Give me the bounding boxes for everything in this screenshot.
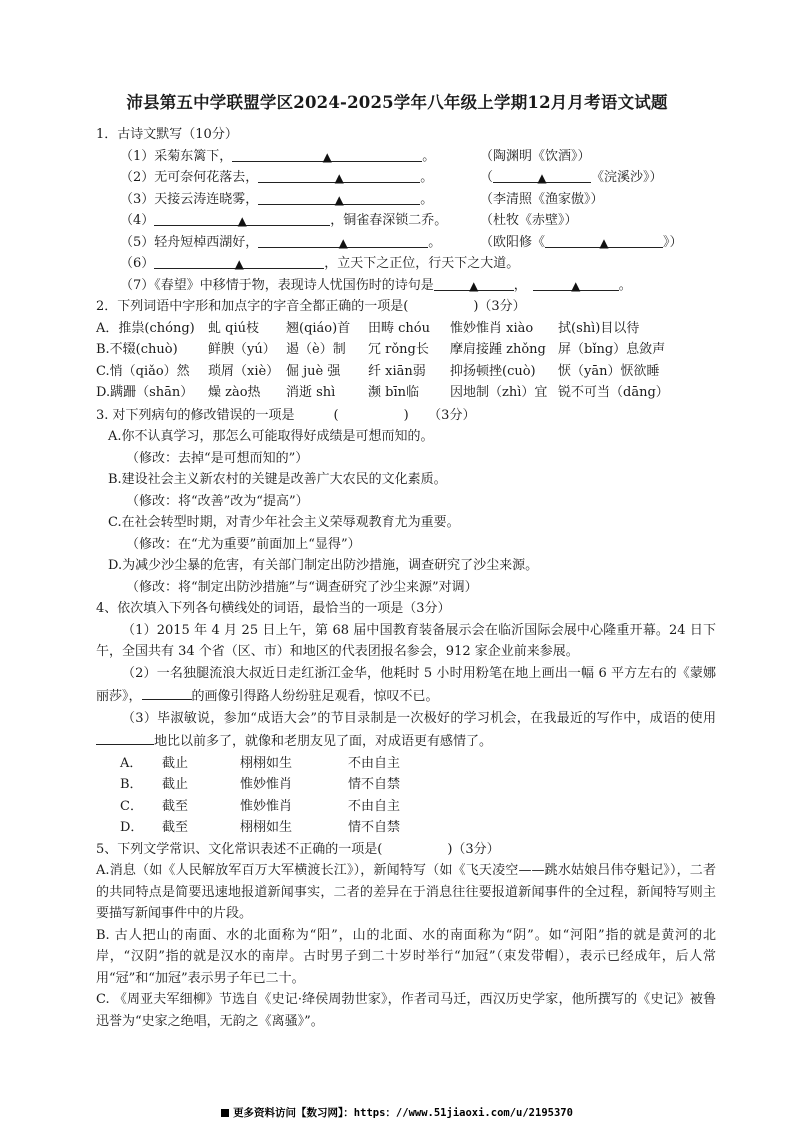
q3-option-d: D.为减少沙尘暴的危害，有关部门制定出防沙措施，调查研究了沙尘来源。 — [108, 558, 539, 573]
fill-blank[interactable] — [142, 684, 192, 700]
source-close: 》） — [663, 234, 683, 250]
exam-content — [96, 124, 716, 1032]
q4-option — [120, 796, 716, 818]
author-blank[interactable] — [493, 167, 591, 183]
q3-option-c: C.在社会转型时期，对青少年社会主义荣辱观教育尤为重要。 — [108, 515, 460, 530]
q5-heading: 5、下列文学常识、文化常识表述不正确的一项是( )（3分） — [96, 841, 500, 857]
q1-item-7 — [96, 275, 716, 297]
q5-option-b: B. 古人把山的南面、水的北面称为“阳”，山的北面、水的南面称为“阴”。如“河阳”指的就是黄河的北岸，“汉阴”指的就是汉水的南岸。古时男子到二十岁时举行“加冠”（束发带帽），表示已经成年，后人常用“冠”和“加冠”表示男子年已二十。 — [96, 927, 716, 986]
q2-word: D.蹒跚（shān） — [96, 385, 194, 400]
fill-blank[interactable] — [96, 729, 154, 745]
q2-word: 抑扬顿挫(cuò) — [450, 363, 536, 379]
q4-option-w1: 截至 — [162, 820, 189, 835]
q4-option-w3: 情不自禁 — [348, 820, 401, 835]
q4-option-w1: 截止 — [162, 777, 189, 792]
q1-item-2-text: （2）无可奈何花落去， — [120, 170, 259, 185]
q3-option-b: B.建设社会主义新农村的关键是改善广大农民的文化素质。 — [108, 472, 447, 487]
triangle-marker: ▲ — [334, 171, 344, 185]
q2-word: 因地制（zhì）宜 — [450, 385, 548, 400]
source-open: （ — [480, 170, 494, 185]
q2-word: 锐不可当（dāng） — [558, 385, 669, 400]
q4-s3-text: （3）毕淑敏说，参加“成语大会”的节目录制是一次极好的学习机会，在我最近的写作中，成语的使用 — [122, 710, 716, 726]
q4-option-w1: 截至 — [162, 798, 189, 814]
flag-icon — [221, 1109, 229, 1117]
q4-option-label: D． — [120, 820, 144, 835]
q2-word: 燥 zào热 — [208, 385, 261, 400]
triangle-marker: ▲ — [322, 149, 332, 164]
q2-word: 遏（è）制 — [286, 342, 346, 357]
q1-item-6 — [96, 253, 716, 275]
source-close: 《浣溪沙》） — [591, 170, 663, 185]
q4-options — [96, 753, 716, 839]
source-open: （欧阳修《 — [480, 234, 546, 250]
footer-link[interactable] — [0, 1103, 794, 1125]
q1-item-1-end: 。 — [422, 148, 436, 164]
q3-option-a: A.你不认真学习，那怎么可能取得好成绩是可想而知的。 — [108, 429, 434, 444]
q4-option-w3: 不由自主 — [348, 798, 401, 814]
q1-item-2-source — [480, 167, 680, 189]
title-blank[interactable] — [545, 232, 663, 248]
q4-option-w2: 惟妙惟肖 — [240, 777, 293, 792]
q4-option-w2: 惟妙惟肖 — [240, 798, 293, 814]
q2-word: 摩肩接踵 zhǒng — [450, 342, 546, 357]
q4-heading: 4、依次填入下列各句横线处的词语，最恰当的一项是（3分） — [96, 601, 451, 616]
q5-option-a: A.消息（如《人民解放军百万大军横渡长江》），新闻特写（如《飞天凌空——跳水姑娘吕伟夺魁记》），二者的共同特点是简要迅速地报道新闻事实，二者的差异在于消息往往要报道新闻事件的全过程，新闻特写则主要描写新闻事件中的片段。 — [96, 863, 716, 921]
q1-item-3-source: （李清照《渔家傲》） — [480, 191, 604, 207]
q1-item-1 — [96, 146, 716, 168]
q2-word: 消逝 shì — [286, 385, 336, 400]
q4-option-w3: 不由自主 — [348, 755, 401, 771]
q1-item-6-end: ，立天下之正位，行天下之大道。 — [324, 256, 520, 271]
triangle-marker: ▲ — [237, 214, 247, 228]
q1-item-1-source: （陶渊明《饮酒》） — [480, 148, 591, 164]
q1-item-4 — [96, 210, 716, 232]
triangle-marker: ▲ — [469, 278, 479, 293]
q1-item-5 — [96, 232, 716, 254]
q4-option-w2: 栩栩如生 — [240, 820, 293, 835]
q2-word: 倔 juè 强 — [286, 363, 341, 379]
q4-option — [120, 753, 716, 775]
triangle-marker: ▲ — [537, 171, 547, 185]
page-title: 沛县第五中学联盟学区2024-2025学年八年级上学期12月月考语文试题 — [126, 93, 668, 112]
q5-option-c: C. 《周亚夫军细柳》节选自《史记·绛侯周勃世家》，作者司马迁，西汉历史学家，他所撰写的《史记》被鲁迅誉为“史家之绝唱，无韵之《离骚》”。 — [96, 992, 716, 1029]
q4-option-w1: 截止 — [162, 755, 189, 771]
answer-blank[interactable] — [533, 275, 619, 291]
q1-item-6-text: （6） — [120, 256, 155, 271]
q2-word: 翘(qiáo)首 — [286, 320, 351, 336]
q4-s3-end: 地比以前多了，就像和老朋友见了面，对成语更有感情了。 — [154, 734, 493, 749]
q2-word: 惟妙惟肖 xiào — [450, 320, 534, 336]
answer-blank[interactable] — [154, 210, 330, 226]
q1-item-7-text: （7）《春望》中移情于物，表现诗人忧国伤时的诗句是 — [120, 277, 434, 293]
q1-item-7-sep: ， — [513, 277, 527, 293]
q2-word: 拭(shì)目以待 — [558, 320, 640, 336]
triangle-marker: ▲ — [338, 235, 348, 250]
q1-item-5-end: 。 — [428, 234, 442, 250]
q4-option-w2: 栩栩如生 — [240, 755, 293, 771]
q1-item-5-source — [480, 232, 683, 254]
q1-item-2-end: 。 — [420, 170, 434, 185]
triangle-marker: ▲ — [334, 192, 344, 207]
q4-option — [120, 774, 716, 796]
q2-word: 田畴 chóu — [368, 320, 430, 336]
q4-option-label: A． — [120, 755, 143, 771]
q4-sentence-3 — [96, 708, 716, 753]
q1-item-4-source: （杜牧《赤壁》） — [480, 213, 578, 228]
q2-word: 鲜腴（yú） — [208, 342, 276, 357]
triangle-marker: ▲ — [234, 257, 244, 271]
q2-option-row — [96, 318, 716, 340]
q1-item-3-text: （3）天接云涛连晓雾， — [120, 191, 259, 207]
answer-blank[interactable] — [154, 253, 324, 269]
q2-word: 琐屑（xiè） — [208, 363, 280, 379]
triangle-marker: ▲ — [599, 235, 609, 250]
q4-s2-text: （2）一名独腿流浪大叔近日走红浙江金华，他耗时 5 小时用粉笔在地上画出一幅 6 平方左右的《蒙娜丽莎》， — [96, 665, 716, 704]
q2-word: 屏（bǐng）息敛声 — [558, 342, 666, 357]
q2-word: 虬 qiú枝 — [208, 320, 259, 336]
q3-heading: 3. 对下列病句的修改错误的一项是 ( ) （3分） — [96, 407, 476, 423]
q1-item-3-end: 。 — [420, 191, 434, 207]
answer-blank[interactable] — [232, 146, 422, 162]
answer-blank[interactable] — [258, 189, 420, 205]
q2-heading: 2．下列词语中字形和加点字的字音全都正确的一项是( )（3分） — [96, 299, 526, 314]
q4-s2-end: 的画像引得路人纷纷驻足观看，惊叹不已。 — [191, 689, 439, 704]
q2-option-row — [96, 361, 716, 383]
q3-option-b-fix: （修改：将“改善”改为“提高”） — [126, 493, 309, 509]
q1-item-5-text: （5）轻舟短棹西湖好， — [120, 234, 259, 250]
answer-blank[interactable] — [434, 275, 514, 291]
q1-item-2 — [96, 167, 716, 189]
q2-word: 恹（yān）恹欲睡 — [558, 363, 660, 379]
footer-text: 更多资料访问【数习网】：https：//www.51jiaoxi.com/u/2195370 — [233, 1107, 573, 1119]
q1-item-1-text: （1）采菊东篱下， — [120, 148, 233, 164]
q4-option — [120, 817, 716, 839]
q1-item-4-end: ，铜雀春深锁二乔。 — [330, 213, 448, 228]
q3-option-d-fix: （修改：将“制定出防沙措施”与“调查研究了沙尘来源”对调） — [126, 579, 478, 595]
q2-word: 纤 xiān弱 — [368, 363, 426, 379]
q4-option-label: C． — [120, 798, 143, 814]
q2-word: 濒 bīn临 — [368, 385, 419, 400]
q2-word: 冗 rǒng长 — [368, 342, 429, 357]
answer-blank[interactable] — [258, 232, 428, 248]
triangle-marker: ▲ — [571, 278, 581, 293]
q3-option-a-fix: （修改：去掉“是可想而知的”） — [126, 450, 309, 466]
q4-option-w3: 情不自禁 — [348, 777, 401, 792]
q2-option-row — [96, 382, 716, 404]
q2-word: C.悄（qiǎo）然 — [96, 363, 190, 379]
q1-item-4-text: （4） — [120, 213, 155, 228]
q2-word: A．推祟(chóng) — [96, 320, 195, 336]
q1-heading: 1．古诗文默写（10分） — [96, 127, 238, 142]
q3-option-c-fix: （修改：在“尤为重要”前面加上“显得”） — [126, 536, 361, 552]
q2-options — [96, 318, 716, 404]
q1-item-3 — [96, 189, 716, 211]
q2-word: B.不辍(chuò) — [96, 342, 178, 357]
q4-option-label: B． — [120, 777, 143, 792]
q4-sentence-1: （1）2015 年 4 月 25 日上午，第 68 届中国教育装备展示会在临沂国际会展中心隆重开幕。24 日下午，全国共有 34 个省（区、市）和地区的代表团报名参会，912 家企业前来参展。 — [96, 622, 716, 659]
answer-blank[interactable] — [258, 167, 420, 183]
q2-option-row — [96, 339, 716, 361]
q1-item-7-end: 。 — [618, 277, 632, 293]
q4-sentence-2 — [96, 663, 716, 708]
